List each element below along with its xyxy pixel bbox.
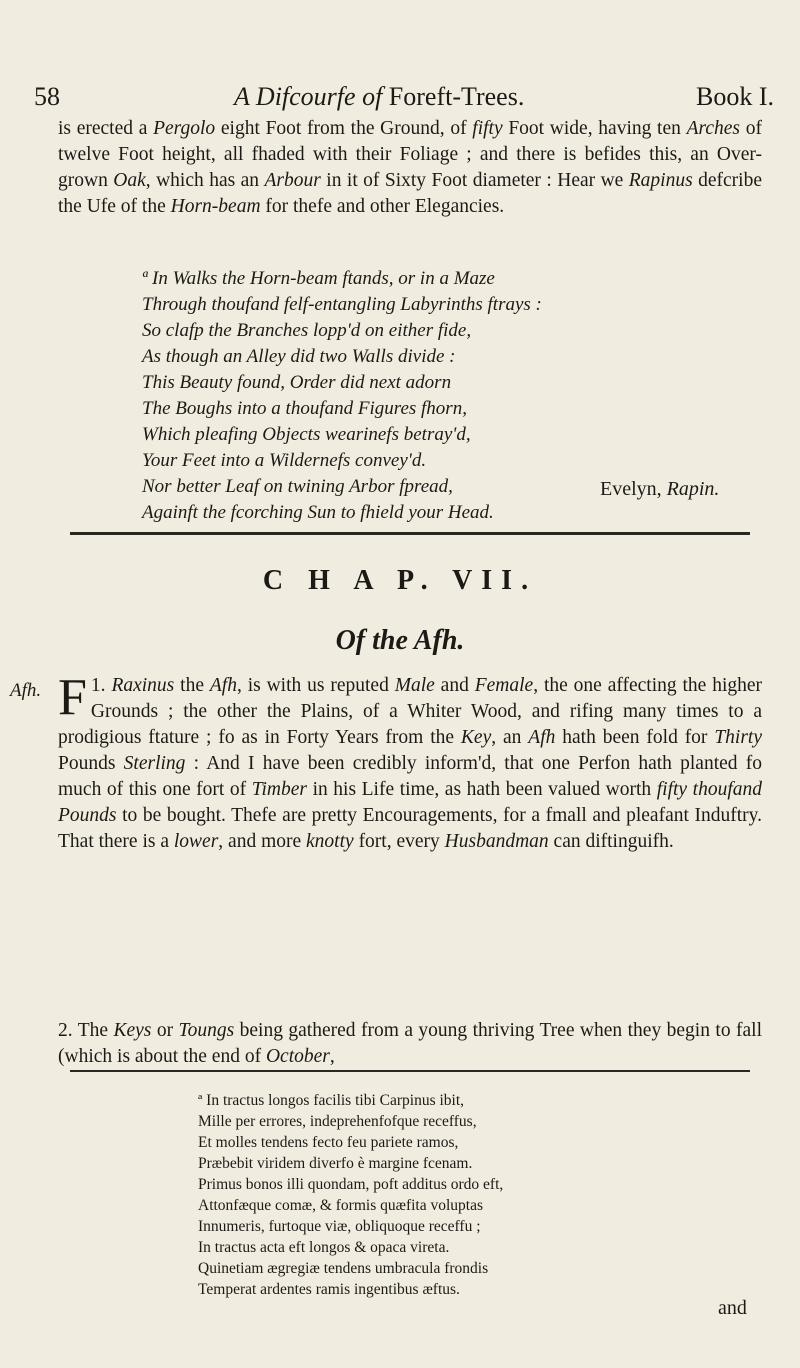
page-header — [34, 82, 774, 118]
text-run: Pounds — [58, 753, 124, 774]
text-run: , the one affecting the higher Grounds ; the other the Plains, of a Whiter Wood, and rifing many times to a prodigious ftature ; fo as in Forty Years from the — [58, 675, 763, 748]
running-head — [234, 82, 524, 112]
text-run: Toungs — [178, 1020, 235, 1041]
verse-attribution — [600, 478, 719, 501]
footnote-line: Attonfæque comæ, & formis quæfita voluptas — [198, 1197, 484, 1214]
text-run: October — [265, 1046, 330, 1067]
footnote-line: Mille per errores, indeprehenfofque receffus, — [198, 1113, 477, 1130]
text-run: Thirty — [714, 727, 762, 748]
text-run: fifty thoufand Pounds — [58, 779, 762, 826]
footnote-line: Temperat ardentes ramis ingentibus æftus. — [198, 1281, 460, 1298]
footnote-line: Præbebit viridem diverfo è margine fcenam. — [198, 1155, 473, 1172]
text-run: Key — [460, 727, 492, 748]
text-run: Oak — [113, 170, 146, 191]
verse-line: Through thoufand felf-entangling Labyrinths ftrays : — [142, 294, 542, 315]
text-run: eight Foot from the Ground, of — [215, 118, 473, 139]
text-run: Female — [474, 675, 534, 696]
running-head-of: of — [355, 82, 389, 111]
attribution-translator: Evelyn, — [600, 478, 667, 500]
text-run: , and more — [218, 831, 307, 852]
text-run: Afh — [528, 727, 556, 748]
text-run: knotty — [306, 831, 354, 852]
text-run: Pergolo — [153, 118, 216, 139]
text-run: fifty — [472, 118, 503, 139]
text-run: Arbour — [264, 170, 321, 191]
text-run: or — [151, 1020, 179, 1041]
verse-line: Your Feet into a Wildernefs convey'd. — [142, 450, 427, 471]
text-run: of twelve Foot height, all fhaded with their Foliage ; and there is befides this, an Over-grown — [58, 118, 762, 191]
text-run: can diftinguifh. — [548, 831, 674, 852]
footnote-divider — [70, 1070, 750, 1072]
verse-line: As though an Alley did two Walls divide : — [142, 346, 456, 367]
text-run: and — [434, 675, 475, 696]
latin-footnote — [198, 1090, 758, 1300]
verse-line: ª In Walks the Horn-beam ftands, or in a Maze — [142, 268, 495, 289]
verse-line: Which pleafing Objects wearinefs betray'd, — [142, 424, 471, 445]
text-run: 1. — [90, 675, 112, 696]
text-run: in his Life time, as hath been valued worth — [307, 779, 657, 800]
footnote-line: ª In tractus longos facilis tibi Carpinus ibit, — [198, 1092, 465, 1109]
verse-line: This Beauty found, Order did next adorn — [142, 372, 452, 393]
chapter-subtitle: Of the Afh. — [335, 625, 465, 656]
text-run: Male — [394, 675, 435, 696]
text-run: Keys — [113, 1020, 152, 1041]
verse-line: The Boughs into a thoufand Figures fhorn, — [142, 398, 467, 419]
chapter-divider — [70, 532, 750, 535]
verse-line: Againft the fcorching Sun to fhield your Head. — [142, 502, 494, 523]
footnote-line: Innumeris, furtoque viæ, obliquoque receffu ; — [198, 1218, 481, 1235]
margin-note: Afh. — [10, 680, 42, 701]
verse-line: Nor better Leaf on twining Arbor fpread, — [142, 476, 453, 497]
footnote-line: Quinetiam ægregiæ tendens umbracula frondis — [198, 1260, 489, 1277]
text-run: lower — [173, 831, 219, 852]
text-run: for thefe and other Elegancies. — [260, 196, 505, 217]
chapter-title: C H A P. VII. — [262, 565, 538, 596]
text-run: in it of Sixty Foot diameter : Hear we — [320, 170, 629, 191]
text-run: , — [329, 1046, 335, 1067]
paragraph-ash-2 — [58, 1018, 762, 1070]
text-run: being gathered from a young thriving Tree when they begin to fall (which is about the end of — [58, 1020, 762, 1067]
text-run: Horn-beam — [170, 196, 261, 217]
catchword: and — [718, 1297, 747, 1319]
text-run: Foot wide, having ten — [502, 118, 687, 139]
text-run: , which has an — [145, 170, 265, 191]
text-run: , is with us reputed — [236, 675, 395, 696]
footnote-line: In tractus acta eft longos & opaca vireta. — [198, 1239, 450, 1256]
text-run: is erected a — [58, 118, 154, 139]
text-run: Afh — [209, 675, 237, 696]
drop-cap: F — [58, 669, 87, 726]
text-run: Timber — [251, 779, 307, 800]
footnote-line: Et molles tendens fecto feu pariete ramos, — [198, 1134, 459, 1151]
book-label: Book I. — [696, 82, 774, 111]
text-run: the — [174, 675, 210, 696]
running-head-title: A Difcourfe — [234, 82, 356, 111]
text-run: Husbandman — [444, 831, 549, 852]
text-run: Raxinus — [111, 675, 175, 696]
paragraph-pergolo — [58, 116, 762, 220]
text-run: : And I have been credibly inform'd, that one Perfon hath planted fo much of this one fort of — [58, 753, 762, 800]
text-run: Rapinus — [628, 170, 693, 191]
running-head-subject: Foreft-Trees. — [388, 82, 525, 111]
attribution-author: Rapin. — [666, 478, 720, 500]
text-run: 2. The — [58, 1020, 114, 1041]
page-number: 58 — [34, 82, 60, 111]
text-run: Sterling — [123, 753, 186, 774]
text-run: fort, every — [353, 831, 445, 852]
footnote-line: Primus bonos illi quondam, poft additus ordo eft, — [198, 1176, 504, 1193]
paragraph-ash-1-text — [58, 669, 763, 852]
text-run: to be bought. Thefe are pretty Encouragements, for a fmall and pleafant Induftry. That there is a — [58, 805, 762, 852]
text-run: , an — [491, 727, 529, 748]
text-run: defcribe the Ufe of the — [58, 170, 762, 217]
paragraph-ash-1 — [58, 669, 763, 855]
verse-line: So clafp the Branches lopp'd on either fide, — [142, 320, 472, 341]
text-run: hath been fold for — [555, 727, 715, 748]
text-run: Arches — [686, 118, 741, 139]
